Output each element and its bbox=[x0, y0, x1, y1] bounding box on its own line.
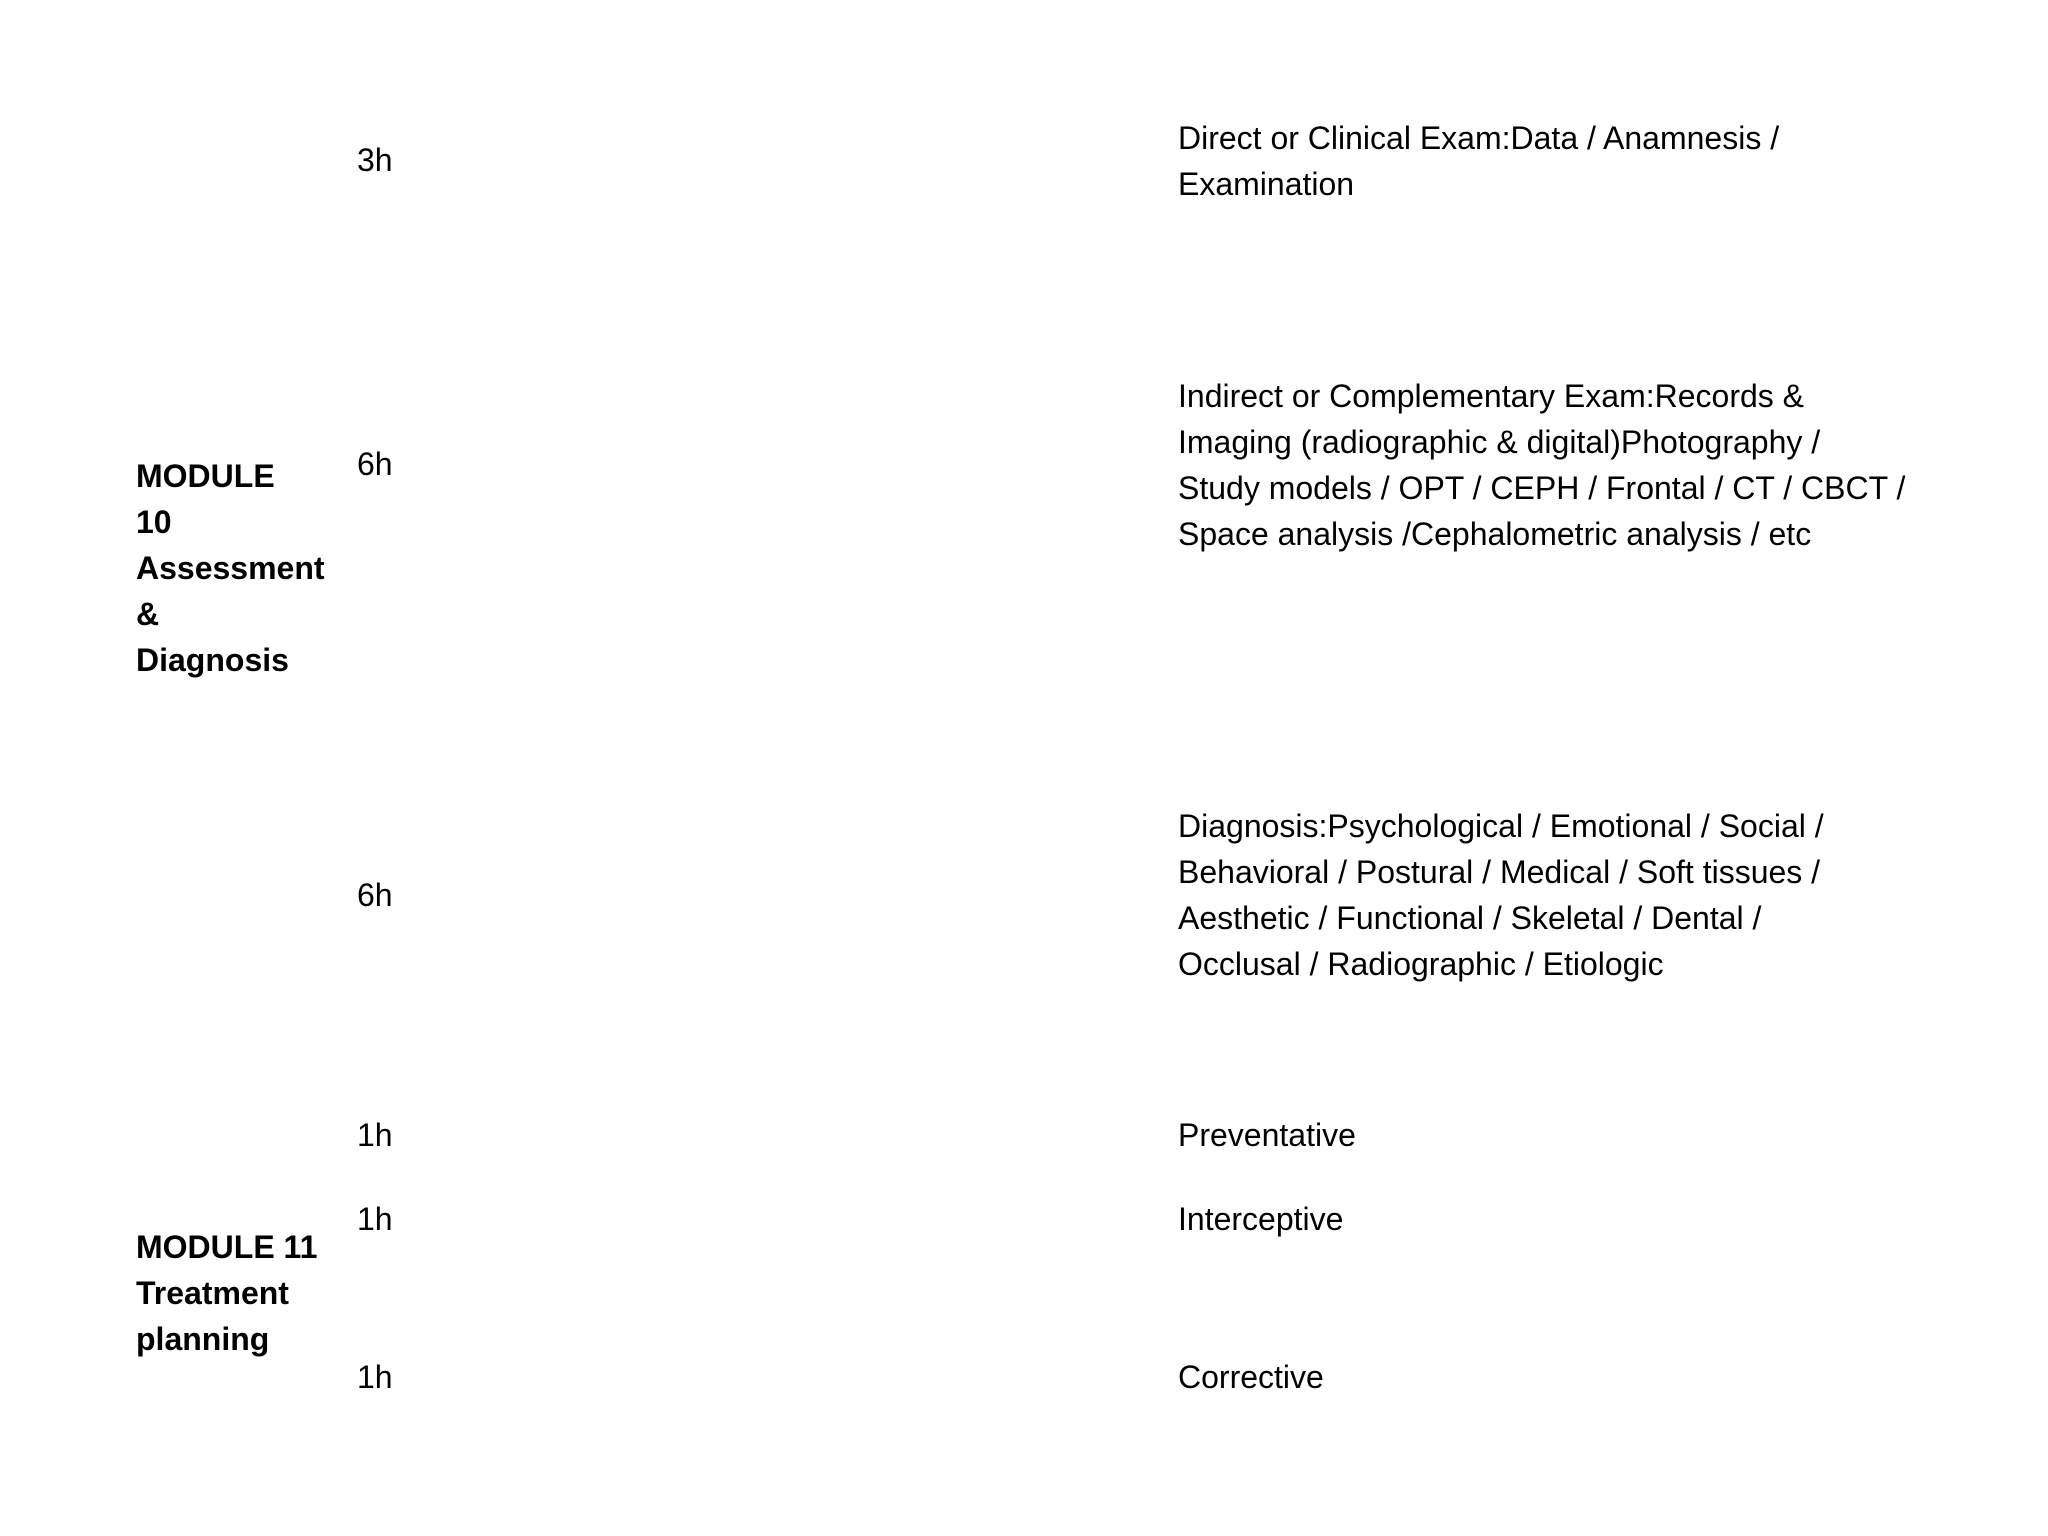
row-hours: 1h bbox=[357, 1359, 393, 1395]
description-line: Examination bbox=[1178, 166, 1355, 202]
module-title-line: Treatment bbox=[136, 1275, 289, 1311]
module-title-line: Assessment bbox=[136, 550, 325, 586]
row-hours: 6h bbox=[357, 446, 393, 482]
description-line: Occlusal / Radiographic / Etiologic bbox=[1178, 946, 1664, 982]
description-line: Behavioral / Postural / Medical / Soft tissues / bbox=[1178, 854, 1821, 890]
row-description bbox=[1178, 1112, 1998, 1158]
module-10-title bbox=[136, 453, 325, 683]
module-title-line: & bbox=[136, 596, 160, 632]
row-description bbox=[1178, 803, 1998, 987]
module-11-title bbox=[136, 1224, 317, 1362]
row-hours: 1h bbox=[357, 1117, 393, 1153]
row-hours: 1h bbox=[357, 1201, 393, 1237]
row-description bbox=[1178, 1354, 1998, 1400]
module-title-line: MODULE bbox=[136, 458, 275, 494]
description-line: Indirect or Complementary Exam:Records & bbox=[1178, 378, 1804, 414]
row-description bbox=[1178, 373, 1998, 557]
description-line: Preventative bbox=[1178, 1117, 1356, 1153]
row-hours: 6h bbox=[357, 877, 393, 913]
description-line: Interceptive bbox=[1178, 1201, 1344, 1237]
module-title-line: planning bbox=[136, 1321, 270, 1357]
description-line: Study models / OPT / CEPH / Frontal / CT / CBCT / bbox=[1178, 470, 1906, 506]
module-title-line: 10 bbox=[136, 504, 172, 540]
description-line: Corrective bbox=[1178, 1359, 1324, 1395]
description-line: Space analysis /Cephalometric analysis / etc bbox=[1178, 516, 1812, 552]
row-description bbox=[1178, 115, 1998, 207]
description-line: Aesthetic / Functional / Skeletal / Dental / bbox=[1178, 900, 1762, 936]
module-title-line: Diagnosis bbox=[136, 642, 289, 678]
row-hours: 3h bbox=[357, 142, 393, 178]
description-line: Imaging (radiographic & digital)Photography / bbox=[1178, 424, 1821, 460]
row-description bbox=[1178, 1196, 1998, 1242]
description-line: Diagnosis:Psychological / Emotional / Social / bbox=[1178, 808, 1824, 844]
description-line: Direct or Clinical Exam:Data / Anamnesis / bbox=[1178, 120, 1780, 156]
module-title-line: MODULE 11 bbox=[136, 1229, 318, 1265]
